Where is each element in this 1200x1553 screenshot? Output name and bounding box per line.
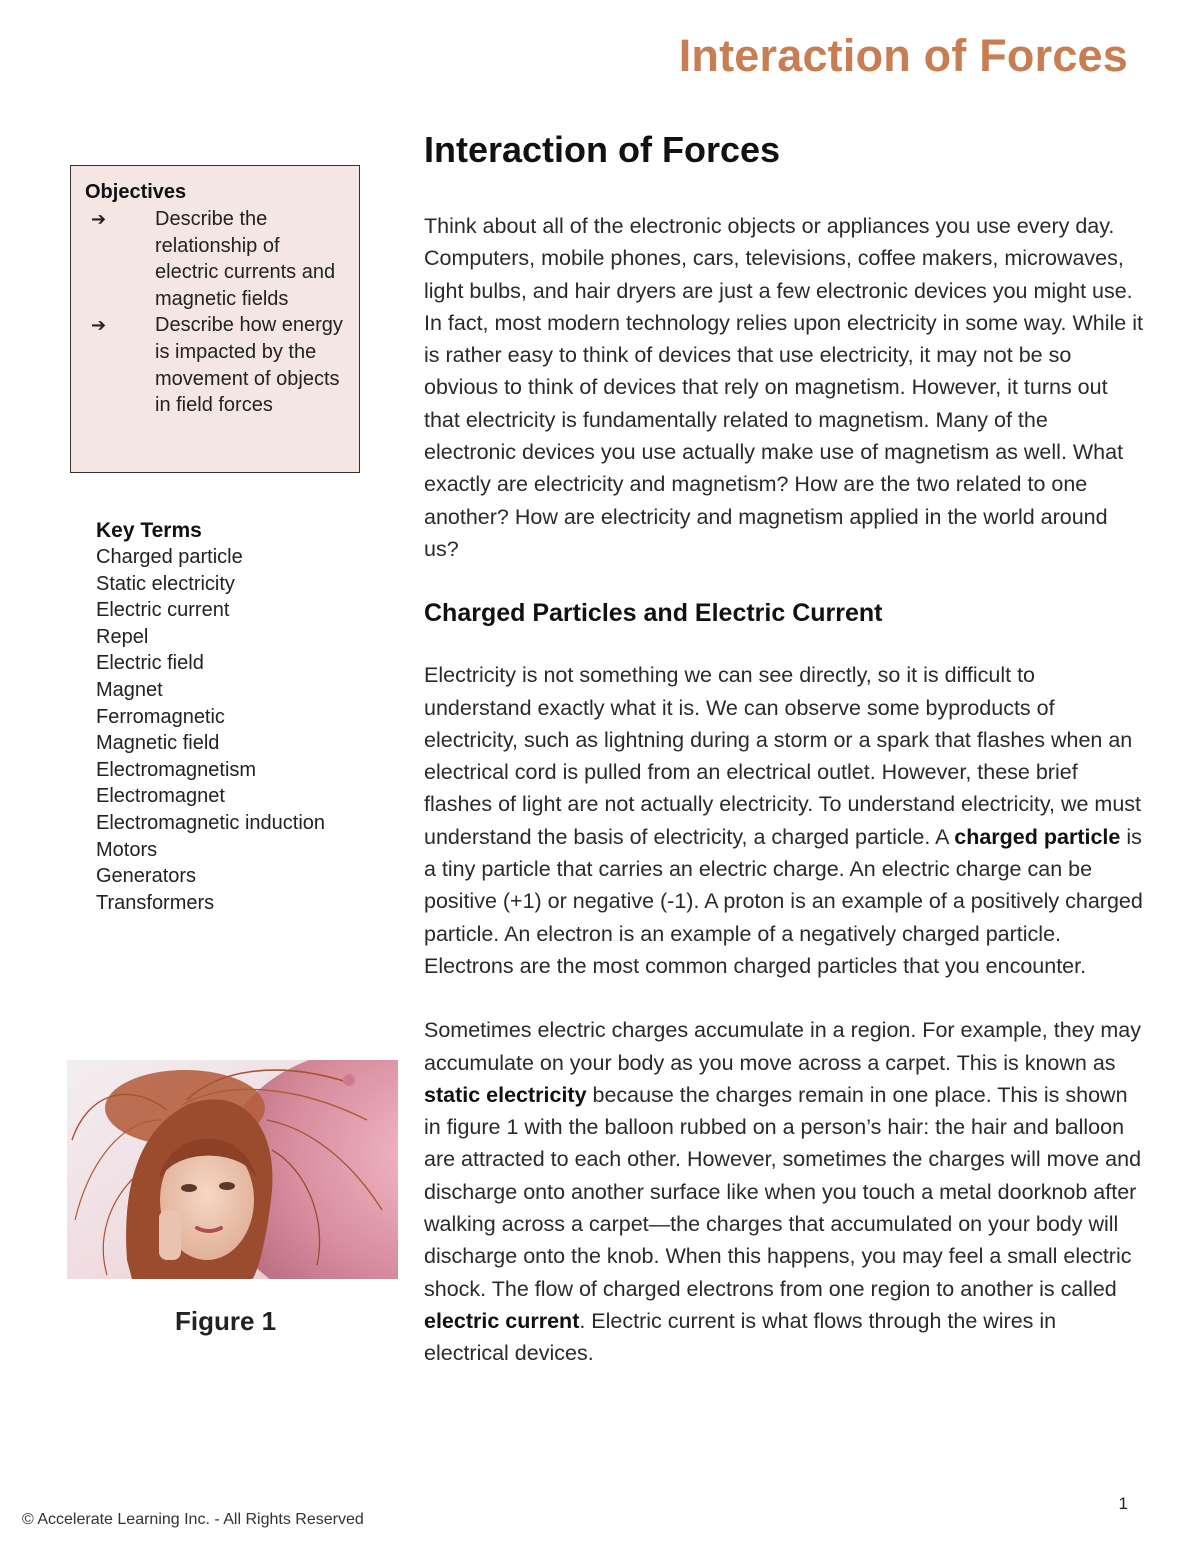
key-term-static-electricity: static electricity <box>424 1082 587 1107</box>
footer-copyright: © Accelerate Learning Inc. - All Rights Reserved <box>22 1511 364 1528</box>
main-content <box>424 128 1144 1402</box>
key-terms-list <box>96 517 325 916</box>
arrow-right-icon: ➔ <box>91 315 107 336</box>
objective-text: Describe how energy is impacted by the movement of objects in field forces <box>155 314 343 417</box>
page-number: 1 <box>1118 1494 1128 1513</box>
key-term-item: Electromagnetic induction <box>96 811 326 834</box>
paragraph-text: Sometimes electric charges accumulate in a region. For example, they may accumulate on your body as you move across a carpet. This is known as <box>424 1018 1141 1075</box>
key-term-item: Magnet <box>96 678 163 701</box>
figure-caption: Figure 1 <box>175 1306 277 1336</box>
main-title: Interaction of Forces <box>424 129 781 170</box>
key-term-item: Ferromagnetic <box>96 705 225 728</box>
key-term-item: Generators <box>96 865 197 888</box>
key-term-electric-current: electric current <box>424 1308 580 1333</box>
key-term-item: Static electricity <box>96 572 235 595</box>
paragraph-charged-particles <box>424 659 1144 982</box>
key-term-item: Electric field <box>96 652 204 675</box>
paragraph-text: Electricity is not something we can see directly, so it is difficult to understand exactly what it is. We can observe some byproducts of electricity, such as lightning during a storm or a spark that flashes when an electrical cord is pulled from an electrical outlet. However, these brief flashes of light are not actually electricity. To understand electricity, we must understand the basis of electricity, a charged particle. A <box>424 663 1141 849</box>
objectives-box <box>70 165 360 473</box>
key-term-charged-particle: charged particle <box>954 824 1121 849</box>
key-term-item: Motors <box>96 838 158 861</box>
intro-paragraph: Think about all of the electronic objects or appliances you use every day. Computers, mobile phones, cars, televisions, coffee makers, microwaves, light bulbs, and hair dryers are just a few electronic devices you might use. In fact, most modern technology relies upon electricity in some way. While it is rather easy to think of devices that use electricity, it may not be so obvious to think of devices that rely on magnetism. However, it turns out that electricity is fundamentally related to magnetism. Many of the electronic devices you use actually make use of magnetism as well. What exactly are electricity and magnetism? How are the two related to one another? How are electricity and magnetism applied in the world around us? <box>424 214 1143 561</box>
paragraph-static-electricity <box>424 1014 1144 1369</box>
objective-text: Describe the relationship of electric currents and magnetic fields <box>155 208 336 310</box>
page-header-title: Interaction of Forces <box>678 30 1128 81</box>
key-term-item: Electromagnetism <box>96 758 257 781</box>
paragraph-text: . Electric current is what flows through the wires in electrical devices. <box>424 1308 1057 1366</box>
objective-item <box>85 312 347 418</box>
key-term-item: Electromagnet <box>96 785 225 808</box>
arrow-right-icon: ➔ <box>91 209 107 229</box>
key-term-item: Charged particle <box>96 546 243 568</box>
key-term-item: Electric current <box>96 599 230 622</box>
objectives-heading: Objectives <box>85 181 187 203</box>
key-term-item: Magnetic field <box>96 732 220 755</box>
objective-item <box>85 206 347 312</box>
section-heading: Charged Particles and Electric Current <box>424 599 883 628</box>
figure-photo-static-hair <box>67 1060 398 1279</box>
key-term-item: Transformers <box>96 891 215 914</box>
paragraph-text: is a tiny particle that carries an electric charge. An electric charge can be positive (+1) or negative (-1). A proton is an example of a positively charged particle. An electron is an example of a negatively charged particle. Electrons are the most common charged particles that you encounter. <box>424 824 1143 978</box>
key-term-item: Repel <box>96 625 149 648</box>
paragraph-text: because the charges remain in one place. This is shown in figure 1 with the balloon rubbed on a person’s hair: the hair and balloon are attracted to each other. However, sometimes the charges will move and discharge onto another surface like when you touch a metal doorknob after walking across a carpet—the charges that accumulated on your body will discharge onto the knob. When this happens, you may feel a small electric shock. The flow of charged electrons from one region to another is called <box>424 1082 1142 1301</box>
key-terms-heading: Key Terms <box>96 519 202 542</box>
